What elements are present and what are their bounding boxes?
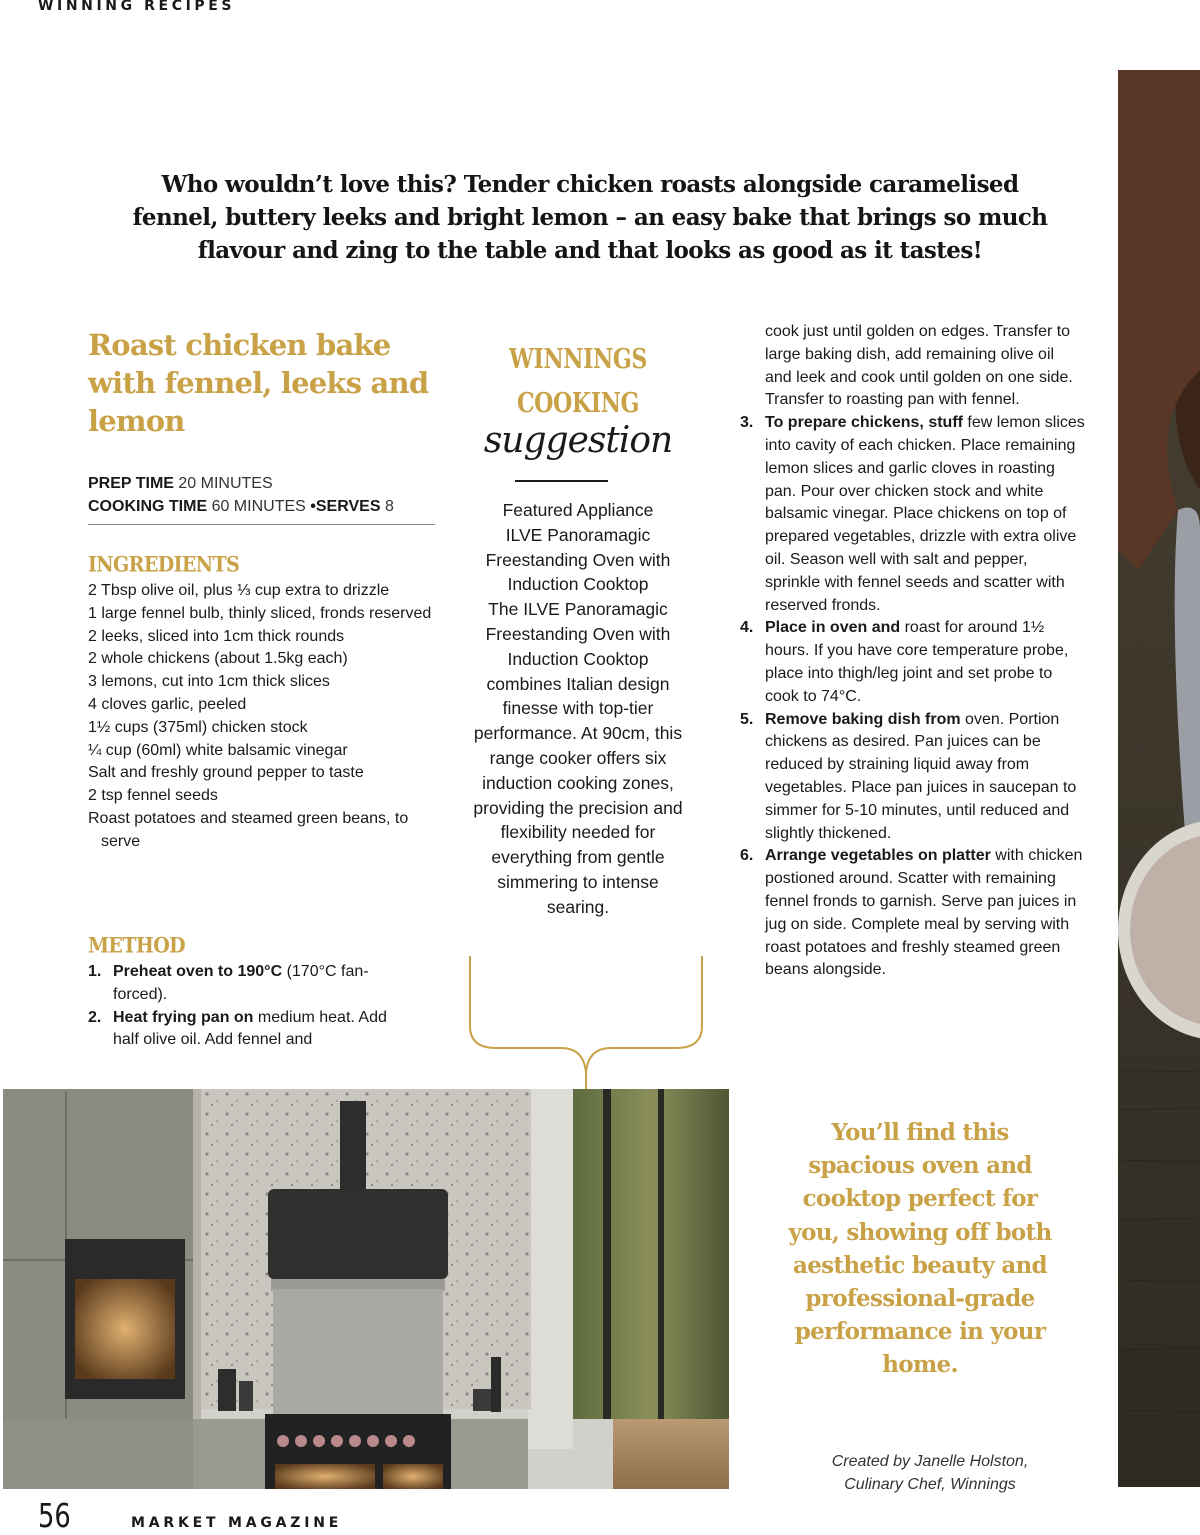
- ingredient-item: 2 leeks, sliced into 1cm thick rounds: [88, 627, 345, 645]
- ingredient-item: 2 Tbsp olive oil, plus ⅓ cup extra to drizzle: [88, 582, 390, 599]
- featured-label: Featured Appliance: [502, 500, 654, 520]
- ingredient-item: 2 tsp fennel seeds: [88, 787, 218, 805]
- credit-line-1: Created by Janelle Holston,: [831, 1453, 1029, 1470]
- dish-photo-illustration: [1118, 70, 1200, 1487]
- ingredient-item: 4 cloves garlic, peeled: [88, 695, 247, 713]
- ingredient-item: 1½ cups (375ml) chicken stock: [88, 718, 308, 736]
- recipe-title: Roast chicken bake with fennel, leeks and lemon: [88, 328, 429, 438]
- ingredient-item: 2 whole chickens (about 1.5kg each): [88, 650, 348, 668]
- step-number: 1.: [88, 963, 102, 980]
- serves-value: 8: [384, 498, 394, 515]
- method-step: [88, 961, 388, 1007]
- step-number: 2.: [88, 1008, 102, 1026]
- step-text: with chicken postioned around. Scatter with remaining fennel fronds to garnish. Serve pan juices in jug on side. Complete meal by serving with roast potatoes and freshly steamed green beans alongside.: [765, 847, 1083, 979]
- step-lead: Heat frying pan on: [113, 1008, 254, 1026]
- cooking-time-label: COOKING TIME: [88, 498, 208, 515]
- ingredients-heading: INGREDIENTS: [88, 552, 240, 578]
- ingredient-item: 1 large fennel bulb, thinly sliced, fronds reserved: [88, 604, 432, 622]
- step-lead: Place in oven and: [765, 619, 901, 637]
- meta-divider: [88, 524, 435, 525]
- recipe-credit: [800, 1450, 1060, 1496]
- ingredient-item: ¼ cup (60ml) white balsamic vinegar: [88, 741, 348, 759]
- ingredient-item: Salt and freshly ground pepper to taste: [88, 764, 364, 782]
- intro-paragraph: Who wouldn’t love this? Tender chicken roasts alongside caramelised fennel, buttery leeks and bright lemon – an easy bake that brings so much flavour and zing to the table and that looks as good as it tastes!: [132, 171, 1048, 264]
- section-label: WINNING RECIPES: [38, 0, 236, 14]
- step-lead: Preheat oven to 190°C: [113, 963, 283, 980]
- method-list-left: [88, 961, 388, 1052]
- recipe-meta: [88, 472, 436, 518]
- prep-time-label: PREP TIME: [88, 475, 174, 492]
- appliance-description: The ILVE Panoramagic Freestanding Oven with Induction Cooktop combines Italian design finesse with top-tier performance. At 90cm, this range cooker offers six induction cooking zones, providing the precision and flexibility needed for everything from gentle simmering to intense searing.: [473, 599, 683, 917]
- step-text: medium heat. Add half olive oil. Add fennel and: [113, 1008, 387, 1049]
- method-step: [740, 412, 1085, 617]
- script-underline: [515, 480, 608, 482]
- step-text: oven. Portion chickens as desired. Pan juices can be reduced by straining liquid away from vegetables. Place pan juices in saucepan to simmer for 5-10 minutes, until reduced and slightly thickened.: [765, 710, 1077, 842]
- method-steps-continued: [740, 412, 1085, 982]
- pullquote: You’ll find this spacious oven and cooktop perfect for you, showing off both aesthetic beauty and professional-grade performance in your home.: [788, 1119, 1052, 1379]
- magazine-name: MARKET MAGAZINE: [131, 1515, 343, 1531]
- callout-title: [489, 338, 666, 426]
- ingredient-item: 3 lemons, cut into 1cm thick slices: [88, 673, 330, 691]
- step-text: (170°C fan-forced).: [113, 963, 369, 1003]
- step-number: 5.: [740, 710, 754, 728]
- ingredient-item: Roast potatoes and steamed green beans, to serve: [88, 809, 409, 850]
- step-text: roast for around 1½ hours. If you have core temperature probe, place into thigh/leg joint and set probe to cook to 74°C.: [765, 619, 1069, 705]
- callout-script-word: suggestion: [483, 420, 673, 461]
- meta-separator: •: [310, 498, 316, 515]
- callout-title-line1: WINNINGS: [509, 344, 647, 375]
- step-number: 6.: [740, 847, 754, 865]
- method-heading: METHOD: [88, 933, 186, 959]
- kitchen-illustration: [3, 1089, 729, 1489]
- callout-title-line2: COOKING: [516, 388, 640, 419]
- method-step: [88, 1007, 388, 1053]
- step-number: 3.: [740, 414, 754, 432]
- method-step: [740, 617, 1085, 708]
- step-number: 4.: [740, 619, 754, 637]
- prep-time-value: 20 MINUTES: [178, 475, 273, 492]
- step-lead: Remove baking dish from: [765, 710, 961, 728]
- serves-label: SERVES: [315, 498, 381, 515]
- method-step: [740, 845, 1085, 982]
- appliance-name: ILVE Panoramagic Freestanding Oven with Induction Cooktop: [485, 524, 671, 595]
- step-lead: To prepare chickens, stuff: [765, 414, 963, 432]
- method-list-right: [740, 321, 1085, 982]
- method-step: [740, 709, 1085, 846]
- step-continued-text: cook just until golden on edges. Transfer to large baking dish, add remaining olive oil and leek and cook until golden on one side. Transfer to roasting pan with fennel.: [765, 323, 1073, 409]
- ingredients-list: [88, 580, 448, 854]
- kitchen-oven-photo: [3, 1089, 729, 1489]
- step-lead: Arrange vegetables on platter: [765, 847, 991, 865]
- callout-body: [472, 498, 684, 920]
- cooking-time-value: 60 MINUTES: [211, 498, 306, 515]
- recipe-dish-photo-edge: [1118, 70, 1200, 1487]
- page-number: 56: [38, 1496, 71, 1535]
- credit-line-2: Culinary Chef, Winnings: [844, 1476, 1016, 1493]
- step-text: few lemon slices into cavity of each chicken. Place remaining lemon slices and garlic cloves in roasting pan. Pour over chicken stock and white balsamic vinegar. Place chickens on top of prepared vegetables, drizzle with extra olive oil. Season well with salt and pepper, sprinkle with fennel seeds and scatter with reserved fronds.: [765, 414, 1085, 614]
